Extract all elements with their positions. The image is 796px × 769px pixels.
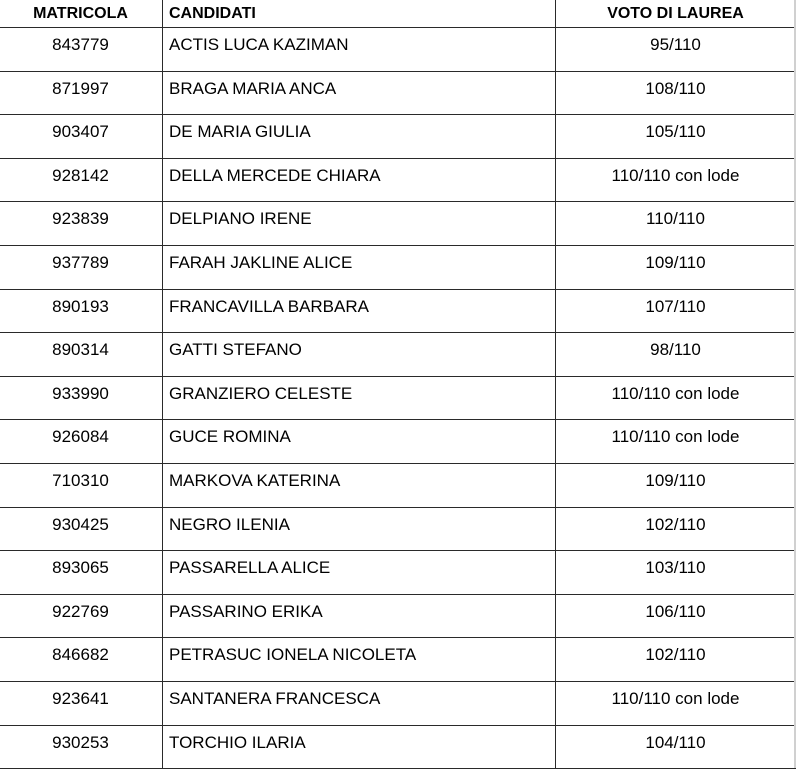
column-header-matricola: MATRICOLA — [0, 0, 163, 28]
table-row — [0, 638, 796, 682]
table-row — [0, 376, 796, 420]
candidato-cell: GRANZIERO CELESTE — [163, 376, 556, 420]
voto-cell: 105/110 — [556, 115, 796, 159]
table-row — [0, 202, 796, 246]
candidato-cell: DELLA MERCEDE CHIARA — [163, 158, 556, 202]
voto-cell: 110/110 con lode — [556, 376, 796, 420]
matricola-cell: 893065 — [0, 551, 163, 595]
table-row — [0, 289, 796, 333]
matricola-cell: 926084 — [0, 420, 163, 464]
candidato-cell: NEGRO ILENIA — [163, 507, 556, 551]
candidato-cell: SANTANERA FRANCESCA — [163, 681, 556, 725]
candidato-cell: GATTI STEFANO — [163, 333, 556, 377]
matricola-cell: 890193 — [0, 289, 163, 333]
candidato-cell: DELPIANO IRENE — [163, 202, 556, 246]
voto-cell: 110/110 con lode — [556, 420, 796, 464]
matricola-cell: 871997 — [0, 71, 163, 115]
candidato-cell: PETRASUC IONELA NICOLETA — [163, 638, 556, 682]
voto-cell: 107/110 — [556, 289, 796, 333]
matricola-cell: 846682 — [0, 638, 163, 682]
table-row — [0, 725, 796, 769]
candidato-cell: BRAGA MARIA ANCA — [163, 71, 556, 115]
matricola-cell: 928142 — [0, 158, 163, 202]
voto-cell: 95/110 — [556, 28, 796, 72]
table-row — [0, 420, 796, 464]
candidato-cell: PASSARELLA ALICE — [163, 551, 556, 595]
matricola-cell: 930253 — [0, 725, 163, 769]
table-row — [0, 507, 796, 551]
voto-cell: 109/110 — [556, 245, 796, 289]
matricola-cell: 922769 — [0, 594, 163, 638]
matricola-cell: 937789 — [0, 245, 163, 289]
voto-cell: 110/110 con lode — [556, 158, 796, 202]
matricola-cell: 933990 — [0, 376, 163, 420]
matricola-cell: 923839 — [0, 202, 163, 246]
matricola-cell: 843779 — [0, 28, 163, 72]
table-row — [0, 551, 796, 595]
candidato-cell: ACTIS LUCA KAZIMAN — [163, 28, 556, 72]
matricola-cell: 890314 — [0, 333, 163, 377]
table-row — [0, 681, 796, 725]
voto-cell: 102/110 — [556, 638, 796, 682]
matricola-cell: 930425 — [0, 507, 163, 551]
table-row — [0, 463, 796, 507]
table-row — [0, 594, 796, 638]
matricola-cell: 903407 — [0, 115, 163, 159]
table-row — [0, 28, 796, 72]
voto-cell: 98/110 — [556, 333, 796, 377]
table-header-row — [0, 0, 796, 28]
candidato-cell: FARAH JAKLINE ALICE — [163, 245, 556, 289]
voto-cell: 104/110 — [556, 725, 796, 769]
table-row — [0, 115, 796, 159]
table-row — [0, 158, 796, 202]
column-header-candidati: CANDIDATI — [163, 0, 556, 28]
candidato-cell: PASSARINO ERIKA — [163, 594, 556, 638]
candidato-cell: FRANCAVILLA BARBARA — [163, 289, 556, 333]
voto-cell: 102/110 — [556, 507, 796, 551]
voto-cell: 110/110 con lode — [556, 681, 796, 725]
voto-cell: 108/110 — [556, 71, 796, 115]
voto-cell: 106/110 — [556, 594, 796, 638]
column-header-voto: VOTO DI LAUREA — [556, 0, 796, 28]
candidato-cell: GUCE ROMINA — [163, 420, 556, 464]
candidato-cell: DE MARIA GIULIA — [163, 115, 556, 159]
candidato-cell: MARKOVA KATERINA — [163, 463, 556, 507]
voto-cell: 103/110 — [556, 551, 796, 595]
voto-cell: 110/110 — [556, 202, 796, 246]
matricola-cell: 923641 — [0, 681, 163, 725]
table-row — [0, 71, 796, 115]
candidato-cell: TORCHIO ILARIA — [163, 725, 556, 769]
table-row — [0, 333, 796, 377]
voto-cell: 109/110 — [556, 463, 796, 507]
table-row — [0, 245, 796, 289]
matricola-cell: 710310 — [0, 463, 163, 507]
